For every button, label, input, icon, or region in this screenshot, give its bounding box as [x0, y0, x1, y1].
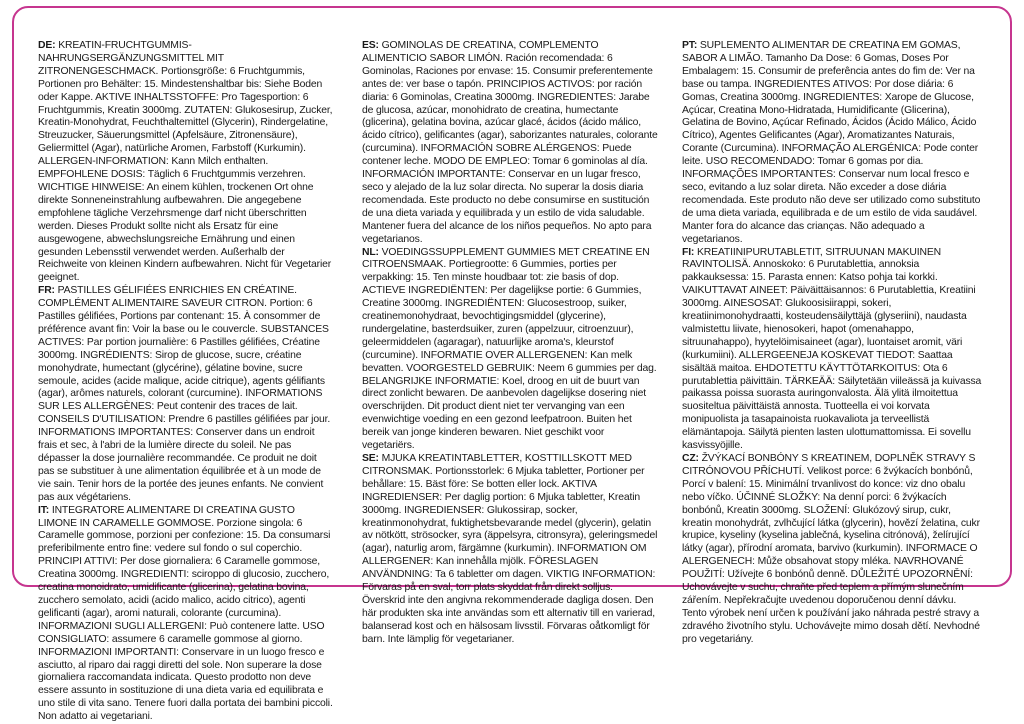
lang-code-es: ES:: [362, 40, 379, 51]
section-de: [38, 40, 335, 285]
section-text-nl: VOEDINGSSUPPLEMENT GUMMIES MET CREATINE EN CITROENSMAAK. Portiegrootte: 6 Gummies, porties per verpakking: 15. Ten minste houdbaar tot: zie basis of dop. ACTIEVE INGREDIËNTEN: Per dagelijkse portie: 6 Gummies, Creatine 3000mg. INGREDIËNTEN: Glucosestroop, suiker, creatinemonohydraat, bevochtigingsmiddel (glycerine), rundergelatine, basterdsuiker, zuren (appelzuur, citroenzuur), geleermiddelen (agaragar), natuurlijke aroma's, kleurstof (curcumine). INFORMATIE OVER ALLERGENEN: Kan melk bevatten. VOORGESTELD GEBRUIK: Neem 6 gummies per dag. BELANGRIJKE INFORMATIE: Koel, droog en uit de buurt van direct zonlicht bewaren. De aanbevolen dagelijkse dosering niet overschrijden. Dit product dient niet ter vervanging van een evenwichtige voeding en een gezond leefpatroon. Buiten het bereik van jonge kinderen bewaren. Niet geschikt voor vegetariërs.: [362, 246, 657, 452]
section-es: [362, 40, 658, 247]
lang-code-fr: FR:: [38, 285, 55, 297]
section-text-fi: KREATIINIPURUTABLETIT, SITRUUNAN MAKUINEN RAVINTOLISÄ. Annoskoko: 6 Purutablettia, annoksia pakkauksessa: 15. Parasta ennen: Katso pohja tai korkki. VAIKUTTAVAT AINEET: Päiväittäisannos: 6 Purutablettia, Kreatiini 3000mg. AINESOSAT: Glukoosisiirappi, sokeri, kreatiinimonohydraatti, kosteudensäilyttäjä (glyseriini), naudasta valmistettu liivate, hienosokeri, hapot (omenahappo, sitruunahappo), hyytelöimisaineet (agar), luontaiset aromit, väri (kurkumiini). ALLERGEENEJA KOSKEVAT TIEDOT: Saattaa sisältää maitoa. EHDOTETTU KÄYTTÖTARKOITUS: Ota 6 purutablettia päivittäin. TÄRKEÄÄ: Säilytetään viileässä ja kuivassa paikassa poissa suorasta auringonvalosta. Älä ylitä ilmoitettua suositeltua päivittäistä annosta. Tuotteella ei voi korvata monipuolista ja tasapainoista ruokavaliota ja terveellistä elämäntapoja. Säilytä pienten lasten ulottumattomissa. Ei sovellu kasvissyöjille.: [682, 246, 982, 452]
section-text-it: INTEGRATORE ALIMENTARE DI CREATINA GUSTO LIMONE IN CARAMELLE GOMMOSE. Porzione singola: 6 Caramelle gommose, porzioni per confezione: 15. Da consumarsi preferibilmente entro fine: vedere sul fondo o sul coperchio. PRINCIPI ATTIVI: Per dose giornaliera: 6 Caramelle gommose, Creatina 3000mg. INGREDIENTI: sciroppo di glucosio, zucchero, creatina monoidrato, umidificante (glicerina), gelatina bovina, zucchero semolato, acidi (acido malico, acido citrico), agenti gelificanti (agar), aromi naturali, colorante (curcumina). INFORMAZIONI SUGLI ALLERGENI: Può contenere latte. USO CONSIGLIATO: assumere 6 caramelle gommose al giorno. INFORMAZIONI IMPORTANTI: Conservare in un luogo fresco e asciutto, al riparo dai raggi diretti del sole. Non superare la dose giornaliera raccomandata indicata. Questo prodotto non deve essere assunto in sostituzione di una dieta varia ed equilibrata e uno stile di vita sano. Tenere fuori dalla portata dei bambini piccoli. Non adatto ai vegetariani.: [38, 504, 333, 723]
label-column-1: [38, 40, 335, 723]
section-nl: [362, 247, 658, 454]
lang-code-fi: FI:: [682, 246, 695, 258]
section-text-pt: SUPLEMENTO ALIMENTAR DE CREATINA EM GOMAS, SABOR A LIMÃO. Tamanho Da Dose: 6 Gomas, Doses Por Embalagem: 15. Consumir de preferência antes do fim de: Ver na base ou tampa. INGREDIENTES ATIVOS: Por dose diária: 6 Gomas, Creatina 3000mg. INGREDIENTES: Xarope de Glucose, Açúcar, Creatina Mono-Hidratada, Humidificante (Glicerina), Gelatina de Bovino, Açúcar Refinado, Ácidos (Ácido Málico, Ácido Cítrico), Agentes Gelificantes (Agar), Aromatizantes Naturais, Corante (Curcumina). INFORMAÇÃO ALERGÉNICA: Pode conter leite. USO RECOMENDADO: Tomar 6 gomas por dia. INFORMAÇÕES IMPORTANTES: Conservar num local fresco e seco, evitando a luz solar direta. Não exceder a dose diária recomendada. Este produto não deve ser utilizado como substituto de uma dieta variada, equilibrada e de um estilo de vida saudável. Manter fora do alcance das crianças. Não adequado a vegetarianos.: [682, 40, 981, 245]
section-fi: [682, 247, 982, 454]
section-fr: [38, 285, 335, 504]
section-text-se: MJUKA KREATINTABLETTER, KOSTTILLSKOTT MED CITRONSMAK. Portionsstorlek: 6 Mjuka tabletter, Portioner per behållare: 15. Bäst före: Se botten eller lock. AKTIVA INGREDIENSER: Per daglig portion: 6 Mjuka tabletter, Kreatin 3000mg. INGREDIENSER: Glukossirap, socker, kreatinmonohydrat, fuktighetsbevarande medel (glycerin), gelatin av nötkött, strösocker, syra (äppelsyra, citronsyra), geleringsmedel (agar), naturlig arom, färgämne (kurkumin). INFORMATION OM ALLERGENER: Kan innehålla mjölk. FÖRESLAGEN ANVÄNDNING: Ta 6 tabletter om dagen. VIKTIG INFORMATION: Förvaras på en sval, torr plats skyddat från direkt solljus. Överskrid inte den angivna rekommenderade dagliga dosen. Den här produkten ska inte användas som ett alternativ till en varierad, balanserad kost och en hälsosam livsstil. Förvaras oåtkomligt för barn. Inte lämplig för vegetarianer.: [362, 453, 658, 645]
section-pt: [682, 40, 982, 247]
lang-code-cz: CZ:: [682, 453, 699, 464]
section-se: [362, 453, 658, 647]
section-text-es: GOMINOLAS DE CREATINA, COMPLEMENTO ALIMENTICIO SABOR LIMÓN. Ración recomendada: 6 Gominolas, Raciones por envase: 15. Consumir preferentemente antes de: ver base o tapón. PRINCIPIOS ACTIVOS: por ración diaria: 6 Gominolas, Creatina 3000mg. INGREDIENTES: Jarabe de glucosa, azúcar, monohidrato de creatina, humectante (glicerina), gelatina bovina, azúcar glacé, ácidos (ácido málico, ácido cítrico), gelificantes (agar), saborizantes naturales, colorante (curcumina). INFORMACIÓN SOBRE ALÉRGENOS: Puede contener leche. MODO DE EMPLEO: Tomar 6 gominolas al día. INFORMACIÓN IMPORTANTE: Conservar en un lugar fresco, seco y alejado de la luz solar directa. No superar la dosis diaria recomendada. Este producto no debe consumirse en sustitución de una dieta variada y equilibrada y un estilo de vida saludable. Mantener fuera del alcance de los niños pequeños. No apto para vegetarianos.: [362, 40, 658, 245]
lang-code-pt: PT:: [682, 40, 698, 51]
label-column-2: [362, 40, 658, 645]
section-cz: [682, 453, 982, 647]
lang-code-se: SE:: [362, 453, 379, 464]
label-column-3: [682, 40, 982, 645]
lang-code-de: DE:: [38, 40, 56, 51]
section-text-cz: ŽVÝKACÍ BONBÓNY S KREATINEM, DOPLNĚK STRAVY S CITRÓNOVOU PŘÍCHUTÍ. Velikost porce: 6 žvýkacích bonbónů, Porcí v balení: 15. Minimální trvanlivost do konce: viz dno obalu nebo víčko. ÚČINNÉ SLOŽKY: Na denní porci: 6 žvýkacích bonbónů, Kreatin 3000mg. SLOŽENÍ: Glukózový sirup, cukr, kreatin monohydrát, zvlhčující látka (glycerin), hovězí želatina, cukr krupice, kyseliny (kyselina jablečná, kyselina citrónová), želírující látky (agar), přírodní aromata, barvivo (kurkumin). INFORMACE O ALERGENECH: Může obsahovat stopy mléka. NAVRHOVANÉ POUŽITÍ: Užívejte 6 bonbónů denně. DŮLEŽITÉ UPOZORNĚNÍ: Uchovávejte v suchu, chraňte před teplem a přímým slunečním zářením. Nepřekračujte uvedenou doporučenou denní dávku. Tento výrobek není určen k používání jako náhrada pestré stravy a zdravého životního stylu. Uchovávejte mimo dosah dětí. Nevhodné pro vegetariány.: [682, 453, 980, 645]
section-text-de: KREATIN-FRUCHTGUMMIS-NAHRUNGSERGÄNZUNGSMITTEL MIT ZITRONENGESCHMACK. Portionsgröße: 6 Fruchtgummis, Portionen pro Behälter: 15. Mindestenshaltbar bis: Siehe Boden oder Kappe. AKTIVE INHALTSSTOFFE: Pro Tagesportion: 6 Fruchtgummis, Kreatin 3000mg. ZUTATEN: Glukosesirup, Zucker, Kreatin-Monohydrat, Feuchthaltemittel (Glycerin), Rindergelatine, Streuzucker, Säuerungsmittel (Apfelsäure, Zitronensäure), Geliermittel (Agar), natürliche Aromen, Farbstoff (Kurkumin). ALLERGEN-INFORMATION: Kann Milch enthalten. EMPFOHLENE DOSIS: Täglich 6 Fruchtgummis verzehren. WICHTIGE HINWEISE: An einem kühlen, trockenen Ort ohne direkte Sonneneinstrahlung aufbewahren. Die angegebene empfohlene tägliche Verzehrsmenge darf nicht überschritten werden. Dieses Produkt sollte nicht als Ersatz für eine ausgewogene, abwechslungsreiche Ernährung und einen gesunden Lebensstil verwendet werden. Außerhalb der Reichweite von kleinen Kindern aufbewahren. Nicht für Vegetarier geeignet.: [38, 40, 333, 284]
lang-code-nl: NL:: [362, 246, 379, 258]
section-text-fr: PASTILLES GÉLIFIÉES ENRICHIES EN CRÉATINE. COMPLÉMENT ALIMENTAIRE SAVEUR CITRON. Portion: 6 Pastilles gélifiées, Portions par contenant: 15. À consommer de préférence avant fin: Voir la base ou le couvercle. SUBSTANCES ACTIVES: Par portion journalière: 6 Pastilles gélifiées, Créatine 3000mg. INGRÉDIENTS: Sirop de glucose, sucre, créatine monohydrate, humectant (glycérine), gélatine bovine, sucre semoule, acides (acide malique, acide citrique), agents gélifiants (agar), arômes naturels, colorant (curcumine). INFORMATIONS SUR LES ALLERGÈNES: Peut contenir des traces de lait. CONSEILS D'UTILISATION: Prendre 6 pastilles gélifiées par jour. INFORMATIONS IMPORTANTES: Conserver dans un endroit frais et sec, à l'abri de la lumière directe du soleil. Ne pas dépasser la dose journalière recommandée. Ce produit ne doit pas se substituer à une alimentation équilibrée et à un mode de vie sain. Tenir hors de la portée des jeunes enfants. Ne convient pas aux végétariens.: [38, 285, 331, 503]
section-it: [38, 505, 335, 724]
lang-code-it: IT:: [38, 504, 50, 516]
